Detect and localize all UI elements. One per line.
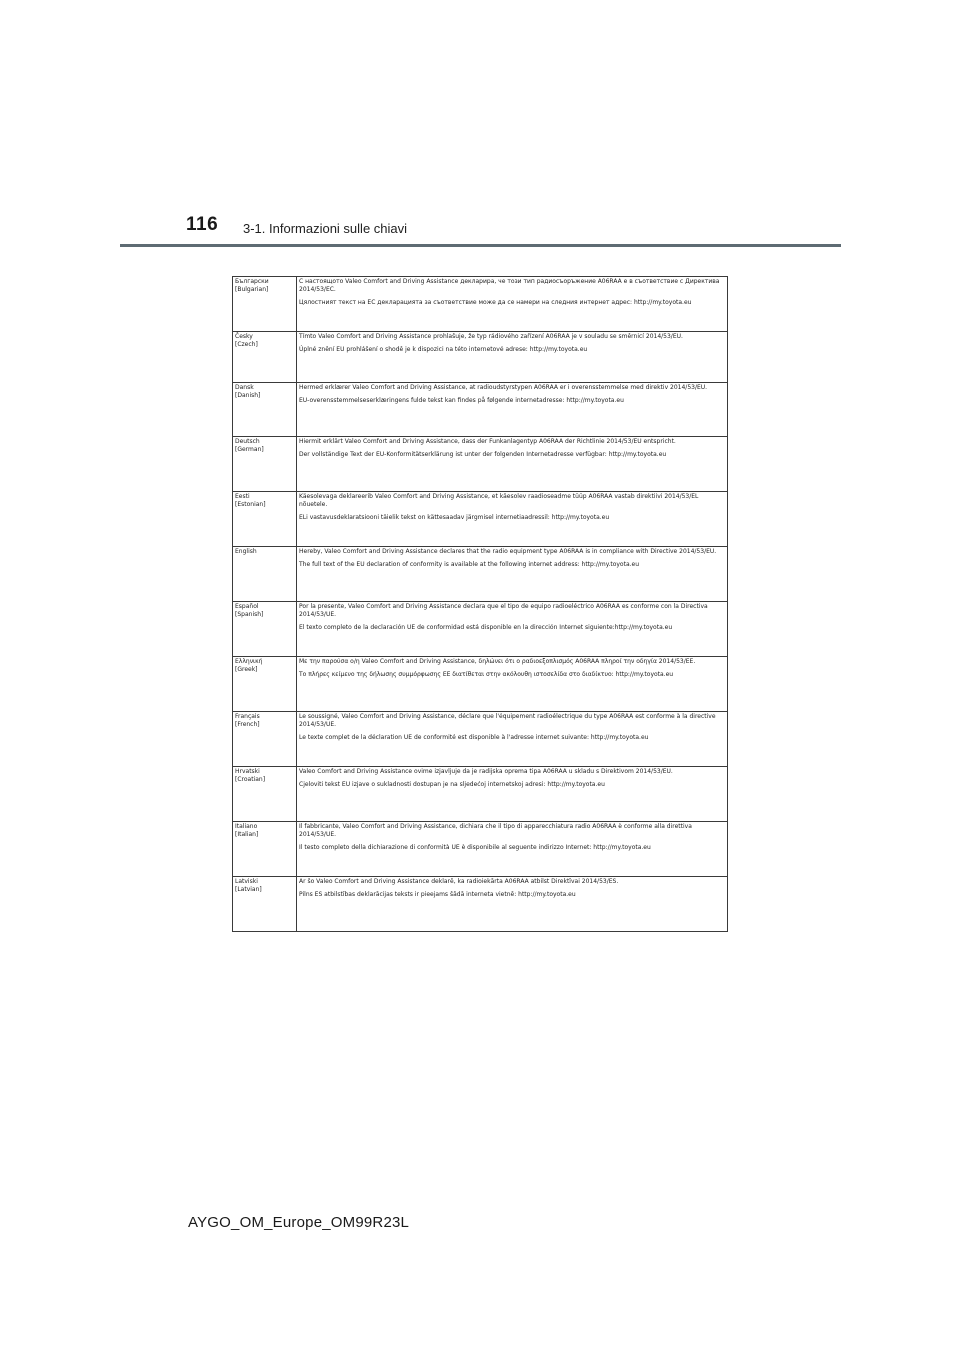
declaration-text-cell [297, 383, 728, 437]
declaration-paragraph: Με την παρούσα ο/η Valeo Comfort and Driving Assistance, δηλώνει ότι ο ραδιοεξοπλισμός A06RAA πληροί την οδηγία 2014/53/ΕΕ. [299, 658, 696, 665]
declaration-paragraph: Valeo Comfort and Driving Assistance ovime izjavljuje da je radijska oprema tipa A06RAA u skladu s Direktivom 2014/53/EU. [299, 768, 673, 775]
declaration-paragraph: Il fabbricante, Valeo Comfort and Driving Assistance, dichiara che il tipo di apparecchiatura radio A06RAA è conforme alla direttiva 2014/53/UE. [299, 823, 692, 838]
language-cell [233, 767, 297, 822]
language-name: Dansk [235, 384, 254, 391]
language-name: Български [235, 278, 269, 285]
declaration-paragraph: Il testo completo della dichiarazione di conformità UE è disponibile al seguente indirizzo Internet: http://my.toyota.eu [299, 844, 651, 851]
declaration-paragraph: Cjeloviti tekst EU izjave o sukladnosti dostupan je na sljedećoj internetskoj adresi: http://my.toyota.eu [299, 781, 605, 788]
table-row [233, 437, 728, 492]
table-row [233, 712, 728, 767]
language-name: Hrvatski [235, 768, 260, 775]
declaration-paragraph: Το πλήρες κείμενο της δήλωσης συμμόρφωσης ΕΕ διατίθεται στην ακόλουθη ιστοσελίδα στο διαδίκτυο: http://my.toyota.eu [299, 671, 674, 678]
declaration-text-cell [297, 767, 728, 822]
declaration-paragraph: С настоящото Valeo Comfort and Driving Assistance декларира, че този тип радиосъоръжение A06RAA е в съответствие с Директива 2014/53/ЕС. [299, 278, 720, 293]
language-cell [233, 657, 297, 712]
declaration-text-cell [297, 437, 728, 492]
language-english-name: [Bulgarian] [235, 286, 269, 293]
language-name: Italiano [235, 823, 258, 830]
declaration-text-cell [297, 277, 728, 332]
table-row [233, 767, 728, 822]
language-english-name: [French] [235, 721, 260, 728]
table-row [233, 492, 728, 547]
language-english-name: [Czech] [235, 341, 258, 348]
declaration-paragraph: Pilns ES atbilstības deklarācijas teksts ir pieejams šādā interneta vietnē: http://my.toyota.eu [299, 891, 576, 898]
table-row [233, 822, 728, 877]
declaration-paragraph: Цялостният текст на ЕС декларацията за съответствие може да се намери на следния интернет адрес: http://my.toyota.eu [299, 299, 692, 306]
language-name: Español [235, 603, 259, 610]
table-row [233, 547, 728, 602]
declaration-paragraph: Hereby, Valeo Comfort and Driving Assistance declares that the radio equipment type A06RAA is in compliance with Directive 2014/53/EU. [299, 548, 717, 555]
language-cell [233, 712, 297, 767]
table-row [233, 277, 728, 332]
declaration-text-cell [297, 657, 728, 712]
declaration-text-cell [297, 602, 728, 657]
declaration-paragraph: Ar šo Valeo Comfort and Driving Assistance deklarē, ka radioiekārta A06RAA atbilst Direktīvai 2014/53/ES. [299, 878, 619, 885]
declaration-text-cell [297, 822, 728, 877]
declaration-paragraph: Hermed erklærer Valeo Comfort and Driving Assistance, at radioudstyrstypen A06RAA er i overensstemmelse med direktiv 2014/53/EU. [299, 384, 708, 391]
language-english-name: [Spanish] [235, 611, 264, 618]
language-english-name: [Italian] [235, 831, 259, 838]
language-name: Français [235, 713, 260, 720]
language-english-name: [Latvian] [235, 886, 262, 893]
language-name: Česky [235, 333, 253, 340]
declaration-paragraph: The full text of the EU declaration of conformity is available at the following internet address: http://my.toyota.eu [299, 561, 640, 568]
language-name: Eesti [235, 493, 250, 500]
footer-manual-code: AYGO_OM_Europe_OM99R23L [188, 1214, 410, 1231]
declaration-paragraph: Por la presente, Valeo Comfort and Driving Assistance declara que el tipo de equipo radioeléctrico A06RAA es conforme con la Directiva 2014/53/UE. [299, 603, 708, 618]
declaration-text-cell [297, 712, 728, 767]
language-name: Ελληνική [235, 658, 263, 665]
language-english-name: [Estonian] [235, 501, 266, 508]
language-name: Deutsch [235, 438, 260, 445]
declaration-paragraph: Der vollständige Text der EU-Konformitätserklärung ist unter der folgenden Internetadresse verfügbar: http://my.toyota.eu [299, 451, 667, 458]
language-english-name: [Danish] [235, 392, 261, 399]
table-row [233, 332, 728, 383]
language-cell [233, 492, 297, 547]
language-english-name: [Greek] [235, 666, 258, 673]
language-cell [233, 547, 297, 602]
language-cell [233, 822, 297, 877]
table-row [233, 657, 728, 712]
language-english-name: [Croatian] [235, 776, 266, 783]
declaration-text-cell [297, 492, 728, 547]
declaration-table [232, 276, 728, 932]
declaration-paragraph: Käesolevaga deklareerib Valeo Comfort and Driving Assistance, et käesolev raadioseadme tüüp A06RAA vastab direktiivi 2014/53/EL nõuetele. [299, 493, 699, 508]
page-number: 116 [186, 214, 219, 235]
language-cell [233, 602, 297, 657]
table-row [233, 383, 728, 437]
language-cell [233, 877, 297, 932]
language-name: Latviski [235, 878, 258, 885]
declaration-paragraph: El texto completo de la declaración UE de conformidad está disponible en la dirección Internet siguiente:http://my.toyota.eu [299, 624, 673, 631]
declaration-text-cell [297, 547, 728, 602]
language-cell [233, 277, 297, 332]
declaration-text-cell [297, 332, 728, 383]
declaration-text-cell [297, 877, 728, 932]
table-row [233, 877, 728, 932]
language-english-name: [German] [235, 446, 264, 453]
language-cell [233, 383, 297, 437]
declaration-paragraph: Úplné znění EU prohlášení o shodě je k dispozici na této internetové adrese: http://my.toyota.eu [299, 346, 588, 353]
declaration-paragraph: Tímto Valeo Comfort and Driving Assistance prohlašuje, že typ rádiového zařízení A06RAA je v souladu se směrnicí 2014/53/EU. [299, 333, 683, 340]
header-rule [120, 244, 841, 247]
declaration-paragraph: Le texte complet de la déclaration UE de conformité est disponible à l'adresse internet suivante: http://my.toyota.eu [299, 734, 649, 741]
declaration-paragraph: Le soussigné, Valeo Comfort and Driving Assistance, déclare que l'équipement radioélectrique du type A06RAA est conforme à la directive 2014/53/UE. [299, 713, 716, 728]
table-row [233, 602, 728, 657]
language-cell [233, 332, 297, 383]
declaration-paragraph: EU-overensstemmelseserklæringens fulde tekst kan findes på følgende internetadresse: http://my.toyota.eu [299, 397, 624, 404]
section-title: 3-1. Informazioni sulle chiavi [243, 221, 408, 236]
language-name: English [235, 548, 257, 555]
declaration-paragraph: ELi vastavusdeklaratsiooni täielik tekst on kättesaadav järgmisel internetiaadressil: http://my.toyota.eu [299, 514, 610, 521]
declaration-paragraph: Hiermit erklärt Valeo Comfort and Driving Assistance, dass der Funkanlagentyp A06RAA der Richtlinie 2014/53/EU entspricht. [299, 438, 676, 445]
language-cell [233, 437, 297, 492]
